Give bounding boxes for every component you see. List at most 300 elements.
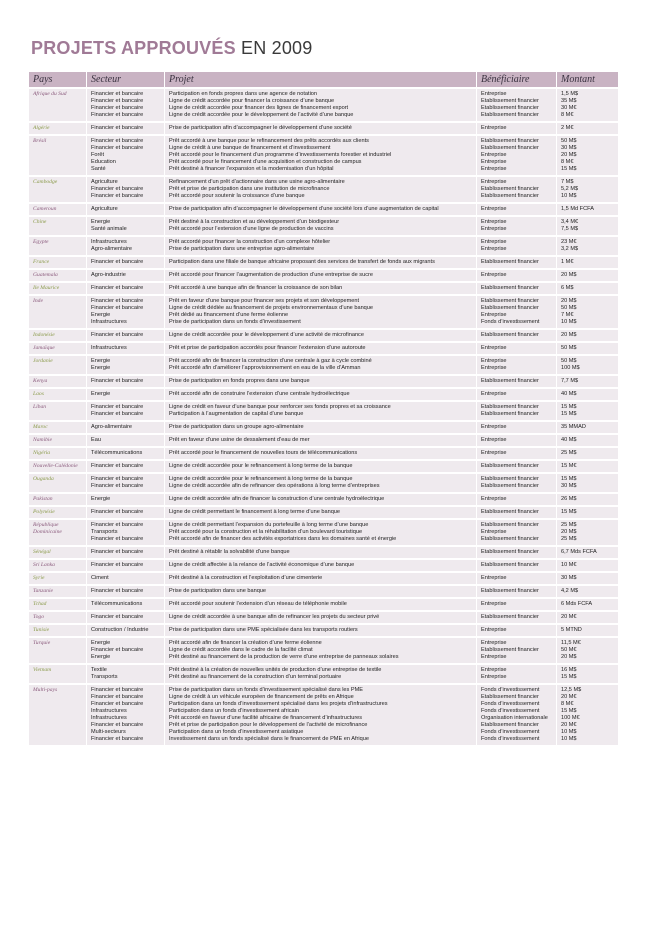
beneficiaire-line: Etablissement financier [481, 332, 539, 338]
secteur-line: Financier et bancaire [91, 332, 144, 338]
cell-projet [164, 217, 476, 235]
cell-projet [164, 520, 476, 545]
cell-projet [164, 612, 476, 623]
projet-line: Prise de participation en fonds propres dans une banque [169, 378, 310, 384]
montant-line: 11,5 M€ [561, 640, 581, 646]
table-row [28, 330, 618, 341]
table-row [28, 547, 618, 558]
cell-beneficiaire [476, 520, 556, 545]
cell-beneficiaire [476, 356, 556, 374]
secteur-line: Financier et bancaire [91, 105, 144, 111]
cell-projet [164, 204, 476, 215]
projet-line: Ligne de crédit accordée pour financer des lignes de financement export [169, 105, 349, 111]
secteur-line: Santé [91, 166, 106, 172]
montant-line: 3,4 M€ [561, 219, 579, 225]
cell-projet [164, 389, 476, 400]
montant-line: 15 M$ [561, 166, 577, 172]
cell-pays: Polynésie [28, 507, 86, 518]
beneficiaire-line: Entreprise [481, 206, 507, 212]
header-beneficiaire: Bénéficiaire [476, 72, 556, 87]
cell-projet [164, 343, 476, 354]
cell-pays: Nigéria [28, 448, 86, 459]
secteur-line: Financier et bancaire [91, 588, 144, 594]
montant-line: 50 M$ [561, 138, 577, 144]
beneficiaire-line: Entreprise [481, 219, 507, 225]
cell-secteur [86, 448, 164, 459]
cell-pays: Togo [28, 612, 86, 623]
table-row [28, 586, 618, 597]
cell-beneficiaire [476, 177, 556, 202]
beneficiaire-line: Fonds d’investissement [481, 736, 540, 742]
projet-line: Prêt accordé pour l’extension d’une ligne de production de vaccins [169, 226, 334, 232]
cell-montant [556, 547, 618, 558]
projet-line: Prise de participation dans une entreprise agro-alimentaire [169, 246, 315, 252]
cell-montant [556, 177, 618, 202]
secteur-line: Eau [91, 437, 101, 443]
montant-line: 20 M€ [561, 694, 577, 700]
cell-projet [164, 376, 476, 387]
cell-projet [164, 638, 476, 663]
beneficiaire-line: Etablissement financier [481, 694, 539, 700]
page-title-highlight: PROJETS APPROUVÉS [31, 38, 236, 58]
projet-line: Prêt accordé pour le financement d’un programme d’investissements forestier et industriel [169, 152, 392, 158]
secteur-line: Financier et bancaire [91, 694, 144, 700]
secteur-line: Energie [91, 358, 111, 364]
beneficiaire-line: Etablissement financier [481, 145, 539, 151]
montant-line: 15 M$ [561, 411, 577, 417]
secteur-line: Financier et bancaire [91, 522, 144, 528]
secteur-line: Financier et bancaire [91, 305, 144, 311]
secteur-line: Infrastructures [91, 345, 127, 351]
table-row [28, 573, 618, 584]
cell-montant [556, 461, 618, 472]
projet-line: Prise de participation dans une banque [169, 588, 267, 594]
beneficiaire-line: Entreprise [481, 640, 507, 646]
beneficiaire-line: Etablissement financier [481, 463, 539, 469]
secteur-line: Financier et bancaire [91, 285, 144, 291]
cell-montant [556, 599, 618, 610]
cell-montant [556, 685, 618, 745]
beneficiaire-line: Etablissement financier [481, 562, 539, 568]
montant-line: 5 MTND [561, 627, 582, 633]
secteur-line: Energie [91, 219, 111, 225]
secteur-line: Infrastructures [91, 708, 127, 714]
beneficiaire-line: Entreprise [481, 152, 507, 158]
beneficiaire-line: Etablissement financier [481, 483, 539, 489]
montant-line: 1,5 Md FCFA [561, 206, 594, 212]
secteur-line: Multi-secteurs [91, 729, 126, 735]
cell-montant [556, 296, 618, 328]
cell-beneficiaire [476, 296, 556, 328]
cell-projet [164, 474, 476, 492]
cell-projet [164, 402, 476, 420]
cell-pays: Chine [28, 217, 86, 235]
cell-beneficiaire [476, 270, 556, 281]
beneficiaire-line: Entreprise [481, 450, 507, 456]
secteur-line: Agro-alimentaire [91, 424, 133, 430]
cell-secteur [86, 665, 164, 683]
secteur-line: Financier et bancaire [91, 125, 144, 131]
cell-secteur [86, 389, 164, 400]
projet-line: Ligne de crédit accordée pour le refinancement à long terme de la banque [169, 476, 353, 482]
cell-secteur [86, 638, 164, 663]
cell-pays: République Dominicaine [28, 520, 86, 545]
projet-line: Prise de participation dans un groupe agro-alimentaire [169, 424, 304, 430]
cell-beneficiaire [476, 638, 556, 663]
table-row [28, 343, 618, 354]
cell-montant [556, 204, 618, 215]
montant-line: 16 M$ [561, 667, 577, 673]
cell-beneficiaire [476, 237, 556, 255]
montant-line: 4,2 M$ [561, 588, 579, 594]
beneficiaire-line: Entreprise [481, 496, 507, 502]
secteur-line: Financier et bancaire [91, 647, 144, 653]
cell-pays: Guatemala [28, 270, 86, 281]
cell-projet [164, 237, 476, 255]
beneficiaire-line: Etablissement financier [481, 186, 539, 192]
projet-line: Prêt accordé pour le financement d’une acquisition et construction de campus [169, 159, 362, 165]
cell-montant [556, 494, 618, 505]
cell-pays: Sri Lanka [28, 560, 86, 571]
cell-montant [556, 625, 618, 636]
beneficiaire-line: Entreprise [481, 246, 507, 252]
cell-secteur [86, 402, 164, 420]
beneficiaire-line: Etablissement financier [481, 404, 539, 410]
montant-line: 8 M€ [561, 112, 574, 118]
projet-line: Prêt en faveur d’une banque pour financer ses projets et son développement [169, 298, 360, 304]
beneficiaire-line: Entreprise [481, 166, 507, 172]
projet-line: Prêt accordé pour financer l’augmentation de production d’une entreprise de sucre [169, 272, 373, 278]
cell-montant [556, 343, 618, 354]
projet-line: Prêt destiné à la création de nouvelles unités de production d’une entreprise de textile [169, 667, 382, 673]
cell-beneficiaire [476, 402, 556, 420]
beneficiaire-line: Fonds d’investissement [481, 319, 540, 325]
beneficiaire-line: Entreprise [481, 667, 507, 673]
cell-montant [556, 586, 618, 597]
secteur-line: Financier et bancaire [91, 259, 144, 265]
cell-pays: Kenya [28, 376, 86, 387]
cell-montant [556, 520, 618, 545]
montant-line: 25 M$ [561, 450, 577, 456]
projet-line: Prêt en faveur d’une usine de dessalement d’eau de mer [169, 437, 310, 443]
montant-line: 26 M$ [561, 496, 577, 502]
table-row [28, 296, 618, 328]
table-row [28, 612, 618, 623]
montant-line: 25 M$ [561, 536, 577, 542]
secteur-line: Construction / Industrie [91, 627, 149, 633]
beneficiaire-line: Entreprise [481, 91, 507, 97]
cell-pays: Cameroun [28, 204, 86, 215]
montant-line: 15 M$ [561, 674, 577, 680]
montant-line: 15 M$ [561, 404, 577, 410]
cell-pays: Indonésie [28, 330, 86, 341]
cell-beneficiaire [476, 599, 556, 610]
table-row [28, 494, 618, 505]
projet-line: Ligne de crédit accordée afin de financer la construction d’une centrale hydroélectrique [169, 496, 385, 502]
montant-line: 20 M$ [561, 529, 577, 535]
cell-montant [556, 665, 618, 683]
cell-secteur [86, 177, 164, 202]
projet-line: Prêt accordé pour soutenir la croissance d’une banque [169, 193, 305, 199]
projet-line: Ligne de crédit permettant l’expansion du portefeuille à long terme d’une banque [169, 522, 369, 528]
beneficiaire-line: Entreprise [481, 601, 507, 607]
projet-line: Participation dans un fonds d’investissement asiatique [169, 729, 304, 735]
cell-beneficiaire [476, 474, 556, 492]
beneficiaire-line: Entreprise [481, 226, 507, 232]
montant-line: 7 M$ [561, 179, 574, 185]
montant-line: 7,7 M$ [561, 378, 579, 384]
secteur-line: Energie [91, 391, 111, 397]
montant-line: 15 M$ [561, 476, 577, 482]
montant-line: 50 M$ [561, 305, 577, 311]
projet-line: Ligne de crédit en faveur d’une banque pour renforcer ses fonds propres et sa croissance [169, 404, 391, 410]
cell-montant [556, 257, 618, 268]
projet-line: Prêt accordé à une banque afin de financer la croissance de son bilan [169, 285, 343, 291]
cell-montant [556, 573, 618, 584]
secteur-line: Infrastructures [91, 239, 127, 245]
cell-secteur [86, 123, 164, 134]
cell-projet [164, 177, 476, 202]
table-row [28, 625, 618, 636]
projet-line: Prêt destiné au financement de la construction d’un terminal portuaire [169, 674, 342, 680]
projet-line: Prise de participation dans un fonds d’investissement [169, 319, 301, 325]
cell-beneficiaire [476, 547, 556, 558]
page-title-rest: EN 2009 [235, 38, 313, 58]
table-row [28, 599, 618, 610]
cell-pays: Syrie [28, 573, 86, 584]
montant-line: 10 M$ [561, 193, 577, 199]
table-row [28, 638, 618, 663]
projet-line: Investissement dans un fonds spécialisé dans le financement de PME en Afrique [169, 736, 369, 742]
montant-line: 20 M€ [561, 614, 577, 620]
beneficiaire-line: Etablissement financier [481, 522, 539, 528]
projet-line: Prêt dédié au financement d’une ferme éolienne [169, 312, 289, 318]
cell-secteur [86, 237, 164, 255]
cell-secteur [86, 612, 164, 623]
cell-beneficiaire [476, 376, 556, 387]
secteur-line: Financier et bancaire [91, 687, 144, 693]
secteur-line: Financier et bancaire [91, 536, 144, 542]
table-row [28, 237, 618, 255]
cell-montant [556, 217, 618, 235]
cell-montant [556, 638, 618, 663]
projet-line: Prêt destiné au financement de la production de verre d’une entreprise de panneaux solaires [169, 654, 399, 660]
cell-projet [164, 494, 476, 505]
montant-line: 6,7 Mds FCFA [561, 549, 597, 555]
table-row [28, 474, 618, 492]
cell-secteur [86, 296, 164, 328]
beneficiaire-line: Entreprise [481, 159, 507, 165]
table-row [28, 402, 618, 420]
cell-projet [164, 560, 476, 571]
cell-secteur [86, 89, 164, 121]
secteur-line: Financier et bancaire [91, 138, 144, 144]
cell-pays: Jamaïque [28, 343, 86, 354]
beneficiaire-line: Etablissement financier [481, 112, 539, 118]
secteur-line: Agro-industrie [91, 272, 126, 278]
cell-montant [556, 560, 618, 571]
cell-beneficiaire [476, 422, 556, 433]
secteur-line: Financier et bancaire [91, 549, 144, 555]
secteur-line: Financier et bancaire [91, 722, 144, 728]
table-row [28, 685, 618, 745]
cell-pays: Vietnam [28, 665, 86, 683]
projet-line: Prise de participation afin d’accompagner le développement d’une société [169, 125, 352, 131]
projet-line: Prêt accordé afin de financer des activités exportatrices dans les domaines santé et énergie [169, 536, 397, 542]
cell-pays: Namibie [28, 435, 86, 446]
projet-line: Prêt destiné à la construction et au développement d’un biodigesteur [169, 219, 340, 225]
cell-secteur [86, 204, 164, 215]
cell-secteur [86, 599, 164, 610]
montant-line: 5,2 M$ [561, 186, 579, 192]
beneficiaire-line: Etablissement financier [481, 536, 539, 542]
cell-montant [556, 435, 618, 446]
cell-secteur [86, 573, 164, 584]
cell-pays: Ouganda [28, 474, 86, 492]
projet-line: Prêt et prise de participation accordés pour financer l’extension d’une autoroute [169, 345, 366, 351]
projet-line: Ligne de crédit accordée pour le développement de l’activité d’une banque [169, 112, 354, 118]
cell-montant [556, 237, 618, 255]
cell-pays: Cambodge [28, 177, 86, 202]
cell-pays: Tchad [28, 599, 86, 610]
beneficiaire-line: Etablissement financier [481, 305, 539, 311]
montant-line: 6 M$ [561, 285, 574, 291]
projet-line: Prêt accordé afin de financer la création d’une ferme éolienne [169, 640, 322, 646]
secteur-line: Financier et bancaire [91, 186, 144, 192]
cell-projet [164, 296, 476, 328]
projet-line: Prise de participation dans une PME spécialisée dans les transports routiers [169, 627, 358, 633]
table-row [28, 204, 618, 215]
projet-line: Prêt destiné à la construction et l’exploitation d’une cimenterie [169, 575, 323, 581]
montant-line: 8 M€ [561, 159, 574, 165]
secteur-line: Financier et bancaire [91, 378, 144, 384]
projet-line: Prêt accordé afin de construire l’extension d’une centrale hydroélectrique [169, 391, 350, 397]
projet-line: Ligne de crédit accordée afin de refinancer des opérations à long terme d’entreprises [169, 483, 380, 489]
montant-line: 15 M€ [561, 463, 577, 469]
montant-line: 10 M$ [561, 319, 577, 325]
beneficiaire-line: Entreprise [481, 529, 507, 535]
montant-line: 20 M$ [561, 152, 577, 158]
projet-line: Prise de participation afin d’accompagner le développement d’une société lors d’une augmentation de capital [169, 206, 439, 212]
cell-secteur [86, 547, 164, 558]
table-row [28, 435, 618, 446]
projet-line: Prêt accordé pour le financement de nouvelles tours de télécommunications [169, 450, 358, 456]
cell-beneficiaire [476, 123, 556, 134]
secteur-line: Télécommunications [91, 601, 143, 607]
projet-line: Prêt destiné à rétablir la solvabilité d’une banque [169, 549, 290, 555]
projet-line: Prêt accordé pour soutenir l’extension d’un réseau de téléphonie mobile [169, 601, 347, 607]
cell-pays: Laos [28, 389, 86, 400]
montant-line: 20 M$ [561, 298, 577, 304]
projet-line: Ligne de crédit dédiée au financement de projets environnementaux d’une banque [169, 305, 374, 311]
montant-line: 3,2 M$ [561, 246, 579, 252]
projet-line: Ligne de crédit accordée à une banque afin de refinancer les projets du secteur privé [169, 614, 380, 620]
montant-line: 20 M$ [561, 272, 577, 278]
cell-projet [164, 665, 476, 683]
montant-line: 20 M$ [561, 332, 577, 338]
table-row [28, 507, 618, 518]
projet-line: Ligne de crédit accordée pour le développement d’une activité de microfinance [169, 332, 364, 338]
projet-line: Ligne de crédit à un véhicule européen de financement de prêts en Afrique [169, 694, 354, 700]
projet-line: Participation à l’augmentation de capital d’une banque [169, 411, 304, 417]
cell-pays: France [28, 257, 86, 268]
projet-line: Prêt accordé afin de financer la construction d’une centrale à gaz à cycle combiné [169, 358, 372, 364]
projet-line: Prêt accordé pour la construction et la réhabilitation d’un boulevard touristique [169, 529, 363, 535]
secteur-line: Forêt [91, 152, 105, 158]
cell-beneficiaire [476, 435, 556, 446]
beneficiaire-line: Fonds d’investissement [481, 687, 540, 693]
table-row [28, 270, 618, 281]
cell-projet [164, 507, 476, 518]
projet-line: Participation dans une filiale de banque africaine proposant des services de transfert de fonds aux migrants [169, 259, 435, 265]
cell-secteur [86, 507, 164, 518]
secteur-line: Ciment [91, 575, 109, 581]
table-header-row [28, 72, 618, 87]
table-row [28, 89, 618, 121]
secteur-line: Education [91, 159, 116, 165]
secteur-line: Financier et bancaire [91, 145, 144, 151]
cell-pays: Liban [28, 402, 86, 420]
cell-pays: Afrique du Sud [28, 89, 86, 121]
secteur-line: Agriculture [91, 206, 118, 212]
cell-projet [164, 257, 476, 268]
cell-secteur [86, 217, 164, 235]
secteur-line: Financier et bancaire [91, 476, 144, 482]
secteur-line: Energie [91, 496, 111, 502]
secteur-line: Financier et bancaire [91, 562, 144, 568]
beneficiaire-line: Entreprise [481, 179, 507, 185]
montant-line: 40 M$ [561, 391, 577, 397]
beneficiaire-line: Entreprise [481, 674, 507, 680]
beneficiaire-line: Etablissement financier [481, 509, 539, 515]
header-pays: Pays [28, 72, 86, 87]
montant-line: 10 M$ [561, 729, 577, 735]
projet-line: Participation dans un fonds d’investissement spécialisé dans les projets d’infrastructures [169, 701, 388, 707]
cell-projet [164, 625, 476, 636]
table-row [28, 520, 618, 545]
cell-beneficiaire [476, 586, 556, 597]
beneficiaire-line: Etablissement financier [481, 411, 539, 417]
cell-beneficiaire [476, 89, 556, 121]
beneficiaire-line: Etablissement financier [481, 722, 539, 728]
beneficiaire-line: Fonds d’investissement [481, 729, 540, 735]
montant-line: 30 M$ [561, 483, 577, 489]
secteur-line: Transports [91, 529, 118, 535]
table-row [28, 461, 618, 472]
cell-beneficiaire [476, 204, 556, 215]
cell-projet [164, 586, 476, 597]
beneficiaire-line: Entreprise [481, 345, 507, 351]
secteur-line: Financier et bancaire [91, 483, 144, 489]
beneficiaire-line: Entreprise [481, 239, 507, 245]
cell-projet [164, 123, 476, 134]
cell-beneficiaire [476, 665, 556, 683]
montant-line: 23 M€ [561, 239, 577, 245]
montant-line: 25 M$ [561, 522, 577, 528]
table-row [28, 257, 618, 268]
montant-line: 6 Mds FCFA [561, 601, 593, 607]
montant-line: 12,5 M$ [561, 687, 582, 693]
cell-beneficiaire [476, 573, 556, 584]
secteur-line: Télécommunications [91, 450, 143, 456]
page-title [31, 38, 312, 59]
cell-montant [556, 283, 618, 294]
secteur-line: Infrastructures [91, 319, 127, 325]
secteur-line: Financier et bancaire [91, 736, 144, 742]
cell-projet [164, 448, 476, 459]
secteur-line: Energie [91, 654, 111, 660]
cell-montant [556, 422, 618, 433]
